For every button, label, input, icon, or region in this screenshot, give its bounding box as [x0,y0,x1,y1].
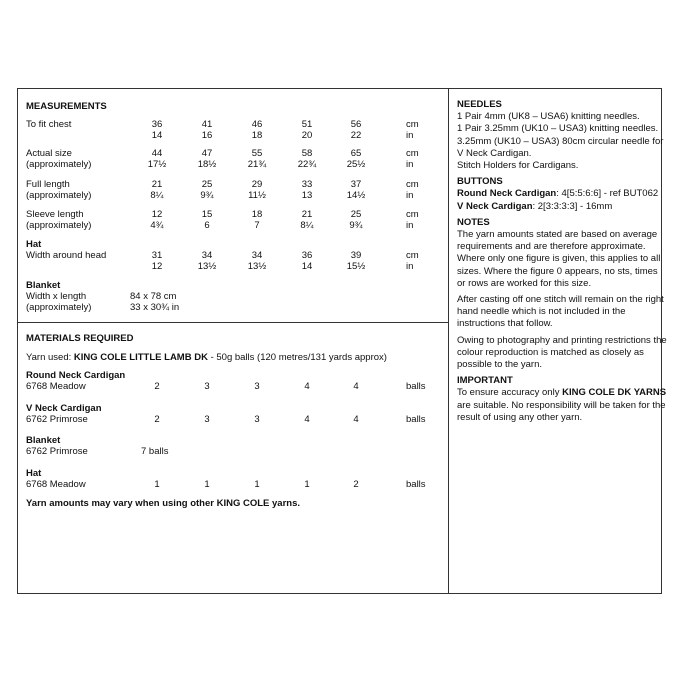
value-cell: 1 [254,479,260,490]
shade-label: 6762 Primrose [26,446,88,457]
important-heading: IMPORTANT [457,375,513,387]
needle-line: 1 Pair 3.25mm (UK10 – USA3) knitting needles. [457,123,659,135]
shade-label: 6762 Primrose [26,414,88,425]
row-label: Actual size [26,148,72,159]
shade-label: 6768 Meadow [26,381,86,392]
row-label: To fit chest [26,119,72,130]
value-cell: 22¾ [297,159,317,170]
yarn-used-line: Yarn used: KING COLE LITTLE LAMB DK - 50g balls (120 metres/131 yards approx) [26,352,387,363]
value-cell: 16 [201,130,213,141]
row-sublabel: (approximately) [26,220,92,231]
row-sublabel: (approximately) [26,159,92,170]
unit-label: cm [406,250,419,261]
group-heading: V Neck Cardigan [26,403,102,414]
notes-heading: NOTES [457,216,490,228]
row-sublabel: (approximately) [26,190,92,201]
value-cell: 2 [353,479,359,490]
value-cell: 18½ [197,159,217,170]
unit-label: balls [406,479,426,490]
row-sublabel: (approximately) [26,302,92,313]
value-cell: 4¾ [150,220,164,231]
value-cell: 11½ [248,190,266,201]
needle-line: 3.25mm (UK10 – USA3) 80cm circular needle for V Neck Cardigan. [457,135,664,159]
value-cell: 4 [353,414,359,425]
value-cell: 8¼ [150,190,164,201]
value-cell: 33 [301,179,313,190]
value-cell: 21¾ [247,159,267,170]
value-cell: 3 [254,381,260,392]
shade-label: 6768 Meadow [26,479,86,490]
materials-heading: MATERIALS REQUIRED [26,333,134,344]
value-cell: 2 [154,381,160,392]
note-paragraph: After casting off one stitch will remain on the right hand needle which is not included in the instructions that follow. [457,294,664,330]
value-cell: 6 [204,220,210,231]
value-cell: 3 [254,414,260,425]
value-cell: 21 [301,209,313,220]
value-cell: 13½ [197,261,217,272]
group-heading: Round Neck Cardigan [26,370,126,381]
note-paragraph: Owing to photography and printing restrictions the colour reproduction is matched as closely as possible to the yarn. [457,334,667,371]
buttons-heading: BUTTONS [457,176,503,188]
value-cell: 36 [301,250,313,261]
value-cell: 18 [251,130,263,141]
value-cell: 4 [304,381,310,392]
unit-label: balls [406,414,426,425]
value-cell: 36 [151,119,163,130]
value-cell: 22 [350,130,362,141]
value-cell: 14½ [346,190,366,201]
value-cell: 51 [301,119,313,130]
unit-label: balls [406,381,426,392]
value-cell: 1 [204,479,210,490]
value-cell: 7 balls [141,446,169,457]
value-cell: 4 [304,414,310,425]
unit-label: in [406,130,414,141]
value-cell: 13½ [247,261,267,272]
needle-line: Stitch Holders for Cardigans. [457,160,579,172]
value-cell: 7 [254,220,260,231]
value-cell: 3 [204,381,210,392]
row-label: Full length [26,179,70,190]
value-cell: 13 [301,190,313,201]
row-label: Width x length [26,291,87,302]
unit-label: in [406,261,414,272]
value-cell: 55 [251,148,263,159]
value-cell: 46 [251,119,263,130]
value-cell: 41 [201,119,213,130]
value-cell: 34 [201,250,213,261]
value-cell: 33 x 30¾ in [130,302,180,313]
value-cell: 12 [151,261,163,272]
value-cell: 25 [201,179,213,190]
value-cell: 37 [350,179,362,190]
important-text: To ensure accuracy only KING COLE DK YARNS are suitable. No responsibility will be taken for the result of using any other yarn. [457,387,667,423]
right-column [457,99,667,424]
unit-label: cm [406,209,419,220]
value-cell: 2 [154,414,160,425]
value-cell: 14 [301,261,313,272]
section-divider [18,322,448,323]
value-cell: 18 [251,209,263,220]
measurements-heading: MEASUREMENTS [26,101,107,112]
yarn-note: Yarn amounts may vary when using other KING COLE yarns. [26,498,300,509]
buttons-line: V Neck Cardigan: 2[3:3:3:3] - 16mm [457,200,613,212]
value-cell: 17½ [147,159,167,170]
value-cell: 65 [350,148,362,159]
value-cell: 44 [151,148,163,159]
needle-line: 1 Pair 4mm (UK8 – USA6) knitting needles. [457,111,640,123]
value-cell: 4 [353,381,359,392]
unit-label: cm [406,119,419,130]
value-cell: 1 [154,479,160,490]
row-label: Width around head [26,250,107,261]
value-cell: 3 [204,414,210,425]
group-heading: Blanket [26,435,61,446]
needles-heading: NEEDLES [457,99,502,110]
unit-label: cm [406,148,419,159]
pattern-info-box [17,88,667,594]
group-heading: Hat [26,468,42,479]
value-cell: 25½ [346,159,366,170]
value-cell: 84 x 78 cm [130,291,177,302]
value-cell: 9¾ [349,220,363,231]
blanket-heading: Blanket [26,280,61,291]
value-cell: 29 [251,179,263,190]
value-cell: 39 [350,250,362,261]
value-cell: 15 [201,209,213,220]
value-cell: 15½ [346,261,366,272]
hat-heading: Hat [26,239,42,250]
value-cell: 14 [151,130,163,141]
value-cell: 8¼ [300,220,314,231]
note-paragraph: The yarn amounts stated are based on average requirements and are therefore approximate. Where only one figure is given, this applies to all sizes. Where the figure 0 appears, no sts, times or rows are worked for this size. [457,229,661,289]
value-cell: 31 [151,250,163,261]
unit-label: in [406,190,414,201]
value-cell: 21 [151,179,163,190]
row-label: Sleeve length [26,209,84,220]
value-cell: 20 [301,130,313,141]
value-cell: 9¾ [200,190,214,201]
buttons-line: Round Neck Cardigan: 4[5:5:6:6] - ref BUT062 [457,188,659,200]
unit-label: cm [406,179,419,190]
value-cell: 47 [201,148,213,159]
value-cell: 12 [151,209,163,220]
unit-label: in [406,159,414,170]
column-divider [448,89,449,593]
value-cell: 58 [301,148,313,159]
unit-label: in [406,220,414,231]
value-cell: 34 [251,250,263,261]
value-cell: 56 [350,119,362,130]
value-cell: 1 [304,479,310,490]
value-cell: 25 [350,209,362,220]
